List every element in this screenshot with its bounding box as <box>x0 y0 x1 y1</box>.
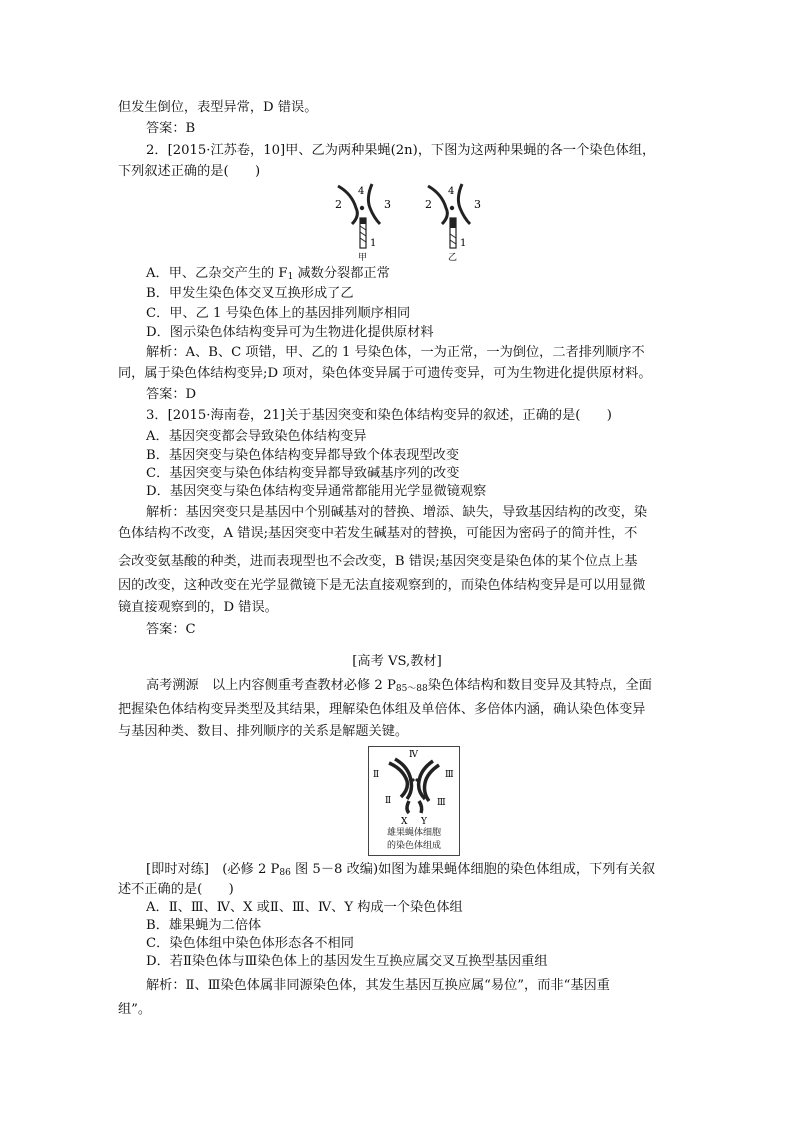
question-2-stem-cont: 下列叙述正确的是( ) <box>118 164 261 179</box>
label-3-yi: 3 <box>474 198 481 211</box>
figure-caption: 雄果蝇体细胞 的染色体组成 <box>386 828 441 851</box>
question-2-stem: 2．[2015·江苏卷，10]甲、乙为两种果蝇(2n)，下图为这两种果蝇的各一个染色体组， <box>146 143 656 158</box>
option-b: B．基因突变与染色体结构变异都导致个体表现型改变 <box>146 448 460 463</box>
label-chromosome-y: Y <box>421 817 427 827</box>
label-1-jia: 1 <box>370 238 377 249</box>
label-chromosome-iii-b: Ⅲ <box>437 798 446 808</box>
label-2-jia: 2 <box>335 198 342 211</box>
label-jia: 甲 <box>358 253 368 262</box>
option-c: C．甲、乙 1 号染色体上的基因排列顺序相同 <box>146 306 411 321</box>
answer-line: 答案：B <box>146 121 196 136</box>
answer-line: 答案：D <box>146 387 197 402</box>
option-b: B．甲发生染色体交叉互换形成了乙 <box>146 286 354 301</box>
analysis-line: 会改变氨基酸的种类，进而表现型也不会改变，B 错误;基因突变是染色体的某个位点上基 <box>118 554 638 569</box>
analysis-line: 因的改变，这种改变在光学显微镜下是无法直接观察到的，而染色体结构变异是可以用显微 <box>118 578 646 593</box>
analysis-line: 解析：Ⅱ、Ⅲ染色体属非同源染色体，其发生基因互换应属“易位”，而非“基因重 <box>146 978 610 993</box>
option-a: A．甲、乙杂交产生的 $F_1$ 减数分裂都正常 <box>146 266 390 282</box>
label-4-yi: 4 <box>448 186 455 197</box>
label-yi: 乙 <box>448 253 458 262</box>
answer-line: 答案：C <box>146 622 196 637</box>
chromosome-set-figure <box>330 178 490 262</box>
label-4-jia: 4 <box>358 186 365 197</box>
text-line: 但发生倒位，表型异常，D 错误。 <box>118 100 318 115</box>
option-a: A．基因突变都会导致染色体结构变异 <box>146 429 367 444</box>
option-d: D．基因突变与染色体结构变异通常都能用光学显微镜观察 <box>146 484 487 499</box>
label-chromosome-x: X <box>401 817 408 827</box>
practice-stem-cont: 述不正确的是( ) <box>118 882 234 897</box>
source-line: 与基因种类、数目、排列顺序的关系是解题关键。 <box>118 724 409 739</box>
source-line: 高考溯源 以上内容侧重考查教材必修 2 $P_{85\sim 88}$染色体结构和数目变异及其特点，全面 <box>146 678 652 694</box>
label-chromosome-iv: Ⅳ <box>409 750 418 760</box>
label-chromosome-iii: Ⅲ <box>445 770 454 780</box>
label-chromosome-ii: Ⅱ <box>373 770 380 780</box>
analysis-line: 同，属于染色体结构变异;D 项对，染色体变异属于可遗传变异，可为生物进化提供原材料。 <box>118 366 652 381</box>
analysis-line: 色体结构不改变，A 错误;基因突变中若发生碱基对的替换，可能因为密码子的简并性，不 <box>118 526 638 541</box>
option-d: D．图示染色体结构变异可为生物进化提供原材料 <box>146 325 434 340</box>
label-1-yi: 1 <box>460 238 467 249</box>
option-c: C．基因突变与染色体结构变异都导致碱基序列的改变 <box>146 466 460 481</box>
analysis-line: 组”。 <box>118 1002 152 1017</box>
analysis-line: 解析：基因突变只是基因中个别碱基对的替换、增添、缺失，导致基因结构的改变，染 <box>146 505 648 520</box>
karyotype-figure <box>368 746 460 856</box>
analysis-line: 镜直接观察到的，D 错误。 <box>118 600 278 615</box>
label-2-yi: 2 <box>425 198 432 211</box>
section-heading: [高考 VS,教材] <box>352 654 442 669</box>
option-b: B．雄果蝇为二倍体 <box>146 918 262 933</box>
question-3-stem: 3．[2015·海南卷，21]关于基因突变和染色体结构变异的叙述，正确的是( ) <box>146 408 612 423</box>
analysis-line: 解析：A、B、C 项错，甲、乙的 1 号染色体，一为正常，一为倒位，二者排列顺序不 <box>146 345 645 360</box>
practice-stem: [即时对练] (必修 2 $P_{86}$ 图 5－8 改编)如图为雄果蝇体细胞的染色体组成，下列有关叙 <box>146 862 656 878</box>
option-d: D．若Ⅱ染色体与Ⅲ染色体上的基因发生互换应属交叉互换型基因重组 <box>146 954 548 969</box>
option-a: A．Ⅱ、Ⅲ、Ⅳ、X 或Ⅱ、Ⅲ、Ⅳ、Y 构成一个染色体组 <box>146 900 463 915</box>
label-chromosome-ii-b: Ⅱ <box>385 796 392 806</box>
option-c: C．染色体组中染色体形态各不相同 <box>146 936 354 951</box>
karyotype-drawing <box>369 747 459 827</box>
label-3-jia: 3 <box>384 198 391 211</box>
source-line: 把握染色体结构变异类型及其结果，理解染色体组及单倍体、多倍体内涵，确认染色体变异 <box>118 702 646 717</box>
